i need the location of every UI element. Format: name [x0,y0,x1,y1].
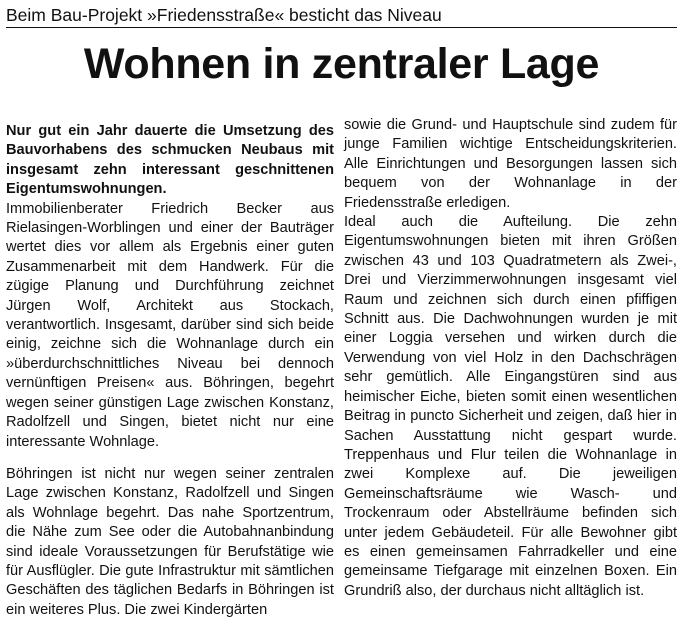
body-paragraph: sowie die Grund- und Hauptschule sind zudem für junge Familien wichtige Entscheidungskriterien. Alle Einrichtungen und Besorgungen lassen sich bequem von der Wohnanlage in der Friedensstraße erledigen. [344,117,677,211]
article-headline: Wohnen in zentraler Lage [83,40,600,88]
article-lead: Nur gut ein Jahr dauerte die Umsetzung des Bauvorhabens des schmucken Neubaus mit insgesamt zehn interessant geschnittenen Eigentumswohnungen. [6,123,334,198]
body-paragraph: Böhringen ist nicht nur wegen seiner zentralen Lage zwischen Konstanz, Radolfzell und Singen als Wohnlage begehrt. Das nahe Sportzentrum, die Nähe zum See oder die Autobahnanbindung sind ideale Voraussetzungen für Berufstätige wie für Ausflügler. Die gute Infrastruktur mit sämtlichen Geschäften des täglichen Bedarfs in Böhringen ist ein weiteres Plus. Die zwei Kindergärten [6,465,334,618]
body-paragraph: Immobilienberater Friedrich Becker aus Rielasingen-Worblingen und einer der Bauträger wertet dies vor allem als Ergebnis einer guten Zusammenarbeit mit dem Handwerk. Für die zügige Planung und Durchführung zeichnet Jürgen Wolf, Architekt aus Stockach, verantwortlich. Insgesamt, darüber sind sich beide einig, zeichne sich die Wohnanlage durch ein »überdurchschnittliches Niveau bei dennoch vernünftigen Preisen« aus. Böhringen, begehrt wegen seiner günstigen Lage zwischen Konstanz, Radolfzell und Singen, bietet nicht nur eine interessante Wohnlage. [6,200,334,450]
body-paragraph: Ideal auch die Aufteilung. Die zehn Eigentumswohnungen bieten mit ihren Größen zwischen 43 und 103 Quadratmetern als Zwei-, Drei und Vierzimmerwohnungen insgesamt viel Raum und zeichnen sich durch einen pfiffigen Schnitt aus. Die Dachwohnungen wurden je mit einer Loggia versehen und wirken durch die Verwendung von viel Holz in den Dachschrägen sehr gemütlich. Alle Eingangstüren sind aus heimischer Eiche, bieten somit einen wesentlichen Beitrag in puncto Sicherheit und zeigen, daß hier in Sachen Ausstattung nicht gespart wurde. Treppenhaus und Flur teilen die Wohnanlage in zwei Komplexe auf. Die jeweiligen Gemeinschaftsräume wie Wasch- und Trockenraum oder Abstellräume befinden sich unter jedem Gebäudeteil. Für alle Bewohner gibt es einen gemeinsamen Fahrradkeller und eine gemeinsame Tiefgarage mit einzelnen Boxen. Ein Grundriß also, der durchaus nicht alltäglich ist. [344,214,677,599]
right-column [344,116,677,601]
left-column [6,122,334,620]
paragraph-gap [6,452,334,465]
article-kicker: Beim Bau-Projekt »Friedensstraße« besticht das Niveau [6,4,677,28]
